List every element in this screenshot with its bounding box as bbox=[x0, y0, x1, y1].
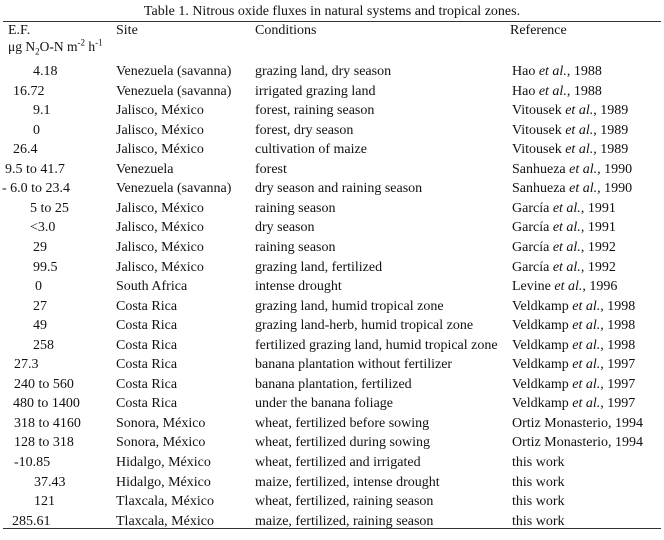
header-reference: Reference bbox=[510, 23, 567, 38]
cell-conditions: wheat, fertilized during sowing bbox=[255, 435, 430, 451]
cell-conditions: raining season bbox=[255, 200, 336, 216]
cell-reference: Veldkamp et al., 1998 bbox=[512, 337, 636, 353]
cell-conditions: intense drought bbox=[255, 279, 342, 295]
cell-ef: 121 bbox=[34, 494, 55, 510]
cell-reference: Sanhueza et al., 1990 bbox=[512, 161, 633, 177]
cell-site: Tlaxcala, México bbox=[116, 513, 214, 529]
cell-conditions: forest bbox=[255, 161, 287, 177]
cell-ef: 99.5 bbox=[33, 259, 58, 275]
header-unit: μg $N_2O-N$ $m^{-2}$ $h^{-1}$ bbox=[8, 37, 103, 57]
cell-reference: Veldkamp et al., 1998 bbox=[512, 298, 636, 314]
cell-site: Venezuela (savanna) bbox=[116, 64, 232, 79]
cell-reference: Veldkamp et al., 1997 bbox=[512, 376, 636, 392]
cell-reference: García et al., 1992 bbox=[512, 259, 616, 275]
cell-site: Sonora, México bbox=[116, 435, 206, 451]
cell-conditions: dry season and raining season bbox=[255, 181, 423, 197]
cell-conditions: dry season bbox=[255, 220, 315, 236]
table-row bbox=[0, 454, 664, 474]
table-row bbox=[0, 337, 664, 357]
cell-ef: 27 bbox=[33, 298, 47, 314]
cell-ef: 318 to 4160 bbox=[14, 415, 81, 431]
cell-site: Jalisco, México bbox=[116, 239, 204, 255]
table-row bbox=[0, 83, 664, 103]
cell-conditions: grazing land, humid tropical zone bbox=[255, 298, 444, 314]
table-row bbox=[0, 161, 664, 181]
cell-site: Costa Rica bbox=[116, 396, 178, 412]
cell-reference: Veldkamp et al., 1998 bbox=[512, 318, 636, 334]
cell-conditions: banana plantation without fertilizer bbox=[255, 357, 453, 373]
table-row bbox=[0, 102, 664, 122]
cell-site: Jalisco, México bbox=[116, 259, 204, 275]
cell-ef: 29 bbox=[33, 239, 47, 255]
table-row bbox=[0, 493, 664, 513]
table-row bbox=[0, 395, 664, 415]
cell-conditions: grazing land, fertilized bbox=[255, 259, 383, 275]
table-caption: Table 1. Nitrous oxide fluxes in natural systems and tropical zones. bbox=[143, 4, 521, 19]
table-row bbox=[0, 259, 664, 279]
cell-ef: 128 to 318 bbox=[14, 435, 74, 451]
cell-conditions: wheat, fertilized, raining season bbox=[255, 494, 434, 510]
cell-conditions: maize, fertilized, raining season bbox=[255, 513, 434, 529]
cell-reference: Veldkamp et al., 1997 bbox=[512, 357, 636, 373]
table-row bbox=[0, 122, 664, 142]
cell-site: Hidalgo, México bbox=[116, 474, 211, 490]
cell-site: Venezuela bbox=[116, 161, 174, 177]
cell-site: Jalisco, México bbox=[116, 103, 204, 119]
table-row bbox=[0, 434, 664, 454]
cell-conditions: forest, dry season bbox=[255, 122, 354, 138]
cell-ef: 240 to 560 bbox=[14, 376, 74, 392]
cell-site: Hidalgo, México bbox=[116, 455, 211, 470]
cell-reference: Ortiz Monasterio, 1994 bbox=[512, 415, 644, 431]
cell-ef: 16.72 bbox=[13, 83, 45, 99]
cell-conditions: grazing land, dry season bbox=[255, 64, 392, 79]
cell-reference: Ortiz Monasterio, 1994 bbox=[512, 435, 644, 451]
table-row bbox=[0, 219, 664, 239]
table-row bbox=[0, 298, 664, 318]
cell-ef: 285.61 bbox=[12, 513, 51, 529]
cell-site: Jalisco, México bbox=[116, 142, 204, 158]
cell-conditions: grazing land-herb, humid tropical zone bbox=[255, 318, 474, 334]
cell-reference: Vitousek et al., 1989 bbox=[512, 122, 629, 138]
table-row bbox=[0, 180, 664, 200]
cell-conditions: wheat, fertilized before sowing bbox=[255, 415, 430, 431]
cell-conditions: fertilized grazing land, humid tropical zone bbox=[255, 337, 498, 353]
cell-site: South Africa bbox=[116, 279, 188, 295]
cell-ef: 0 bbox=[35, 279, 42, 295]
cell-site: Venezuela (savanna) bbox=[116, 181, 232, 197]
cell-conditions: banana plantation, fertilized bbox=[255, 376, 412, 392]
header-ef: E.F. bbox=[8, 23, 31, 38]
header-site: Site bbox=[116, 23, 138, 38]
table-row bbox=[0, 239, 664, 259]
bottom-rule bbox=[3, 528, 661, 529]
cell-reference: this work bbox=[512, 513, 565, 529]
table-row bbox=[0, 278, 664, 298]
cell-conditions: under the banana foliage bbox=[255, 396, 393, 412]
cell-site: Jalisco, México bbox=[116, 220, 204, 236]
cell-site: Costa Rica bbox=[116, 376, 178, 392]
table-row bbox=[0, 356, 664, 376]
cell-ef: 27.3 bbox=[14, 357, 39, 373]
cell-conditions: forest, raining season bbox=[255, 103, 375, 119]
cell-site: Costa Rica bbox=[116, 318, 178, 334]
cell-reference: Sanhueza et al., 1990 bbox=[512, 181, 633, 197]
cell-site: Jalisco, México bbox=[116, 122, 204, 138]
cell-conditions: cultivation of maize bbox=[255, 142, 367, 158]
cell-reference: García et al., 1991 bbox=[512, 200, 616, 216]
cell-reference: Veldkamp et al., 1997 bbox=[512, 396, 636, 412]
cell-conditions: maize, fertilized, intense drought bbox=[255, 474, 440, 490]
cell-site: Costa Rica bbox=[116, 337, 178, 353]
cell-ef: 258 bbox=[33, 337, 54, 353]
cell-reference: this work bbox=[512, 455, 565, 470]
table-row bbox=[0, 474, 664, 494]
header-conditions: Conditions bbox=[255, 23, 317, 38]
table-row bbox=[0, 200, 664, 220]
cell-ef: 26.4 bbox=[13, 142, 38, 158]
cell-reference: this work bbox=[512, 474, 565, 490]
cell-ef: 480 to 1400 bbox=[13, 396, 80, 412]
cell-reference: Levine et al., 1996 bbox=[512, 279, 618, 295]
cell-site: Sonora, México bbox=[116, 415, 206, 431]
cell-ef: 9.1 bbox=[33, 103, 51, 119]
cell-site: Tlaxcala, México bbox=[116, 494, 214, 510]
table-row bbox=[0, 415, 664, 435]
table-row bbox=[0, 376, 664, 396]
table-row bbox=[0, 63, 664, 83]
cell-reference: Vitousek et al., 1989 bbox=[512, 142, 629, 158]
cell-site: Venezuela (savanna) bbox=[116, 83, 232, 99]
cell-site: Costa Rica bbox=[116, 298, 178, 314]
cell-ef: 4.18 bbox=[33, 64, 58, 79]
cell-conditions: wheat, fertilized and irrigated bbox=[255, 455, 421, 470]
table-row bbox=[0, 141, 664, 161]
cell-ef: 9.5 to 41.7 bbox=[5, 161, 65, 177]
cell-ef: 0 bbox=[33, 122, 40, 138]
cell-ef: 5 to 25 bbox=[30, 200, 69, 216]
cell-reference: García et al., 1992 bbox=[512, 239, 616, 255]
cell-reference: Hao et al., 1988 bbox=[512, 64, 602, 79]
cell-ef: 37.43 bbox=[34, 474, 66, 490]
cell-conditions: irrigated grazing land bbox=[255, 83, 376, 99]
cell-ef: 49 bbox=[33, 318, 47, 334]
cell-ef: -10.85 bbox=[14, 455, 51, 470]
cell-reference: this work bbox=[512, 494, 565, 510]
cell-site: Jalisco, México bbox=[116, 200, 204, 216]
cell-reference: García et al., 1991 bbox=[512, 220, 616, 236]
cell-reference: Vitousek et al., 1989 bbox=[512, 103, 629, 119]
table-row bbox=[0, 317, 664, 337]
table-row bbox=[0, 513, 664, 533]
cell-site: Costa Rica bbox=[116, 357, 178, 373]
cell-ef: <3.0 bbox=[30, 220, 56, 236]
cell-conditions: raining season bbox=[255, 239, 336, 255]
cell-reference: Hao et al., 1988 bbox=[512, 83, 602, 99]
cell-ef: - 6.0 to 23.4 bbox=[2, 181, 71, 197]
